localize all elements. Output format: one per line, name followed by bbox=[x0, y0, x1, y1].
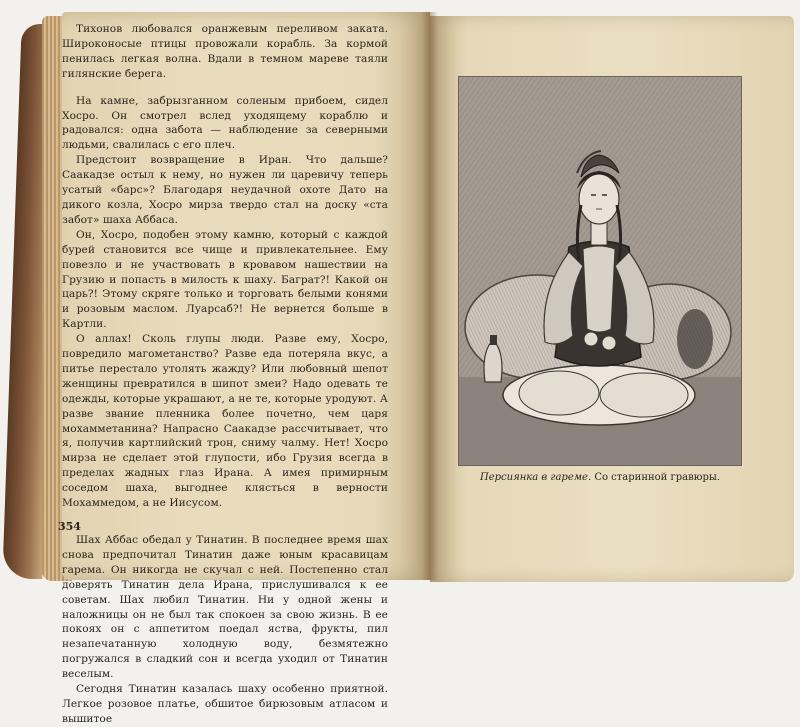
left-page-text bbox=[62, 22, 388, 727]
paragraph-6: Шах Аббас обедал у Тинатин. В последнее время шах снова предпочитал Тинатин даже юным красавицам гарема. Он никогда не скучал с ней. Постепенно стал доверять Тинатин дела Ирана, прислушивался к ее советам. Шах любил Тинатин. Ни у одной жены и наложницы он не был так спокоен за свою жизнь. В ее покоях он с аппетитом поедал яства, фрукты, пил незапечатанную холодную воду, безмятежно погружался в сладкий сон и всегда уходил от Тинатин веселым. bbox=[62, 534, 388, 681]
book-gutter bbox=[422, 12, 438, 580]
caption-title: Персиянка в гареме. bbox=[480, 472, 592, 483]
illustration-caption bbox=[460, 472, 740, 483]
paragraph-3: Предстоит возвращение в Иран. Что дальше? Саакадзе остыл к нему, но нужен ли царевичу теперь усатый «барс»? Благодаря неудачной охоте Дато на дикого козла, Хосро мирза твердо стал на доску «ста забот» шаха Аббаса. bbox=[62, 154, 388, 226]
caption-source: Со старинной гравюры. bbox=[594, 472, 720, 483]
engraving-illustration bbox=[458, 76, 742, 466]
persian-woman-engraving bbox=[459, 77, 741, 465]
paragraph-1: Тихонов любовался оранжевым переливом заката. Широконосые птицы провожали корабль. За кормой пенилась легкая волна. Вдали в темном мареве таяли гилянские берега. bbox=[62, 23, 388, 80]
page-number: 354 bbox=[58, 520, 81, 533]
paragraph-2: На камне, забрызганном соленым прибоем, сидел Хосро. Он смотрел вслед уходящему кораблю и радовался: одна забота — наблюдение за северными людьми, свалилась с его плеч. bbox=[62, 94, 388, 152]
paragraph-4: Он, Хосро, подобен этому камню, который с каждой бурей становится все чище и привлекательнее. Ему повезло и не участвовать в кровавом нашествии на Грузию и попасть в милость к шаху. Баграт?! Какой он царь?! Этому скряге только и торговать белыми конями и розовым маслом. Луарсаб?! Не вернется больше в Картли. bbox=[62, 228, 388, 331]
paragraph-7: Сегодня Тинатин казалась шаху особенно приятной. Легкое розовое платье, обшитое бирюзовым атласом и вышитое bbox=[62, 683, 388, 725]
paragraph-5: О аллах! Сколь глупы люди. Разве ему, Хосро, повредило магометанство? Разве еда потеряла вкус, а питье перестало утолять жажду? Или любовный шепот женщины превратился в шипот змеи? Надо одевать те одежды, которые украшают, а не те, которые уродуют. А разве звание пленника более почетно, чем царя мохамметанина? Напрасно Саакадзе рассчитывает, что я, получив картлийский трон, сниму чалму. Нет! Хосро мирза не сделает этой глупости, ибо Грузия всегда в пределах жадных глаз Ирана. А имея примирным соседом шаха, выгоднее клясться в верности Мохаммедом, а не Иисусом. bbox=[62, 333, 388, 510]
